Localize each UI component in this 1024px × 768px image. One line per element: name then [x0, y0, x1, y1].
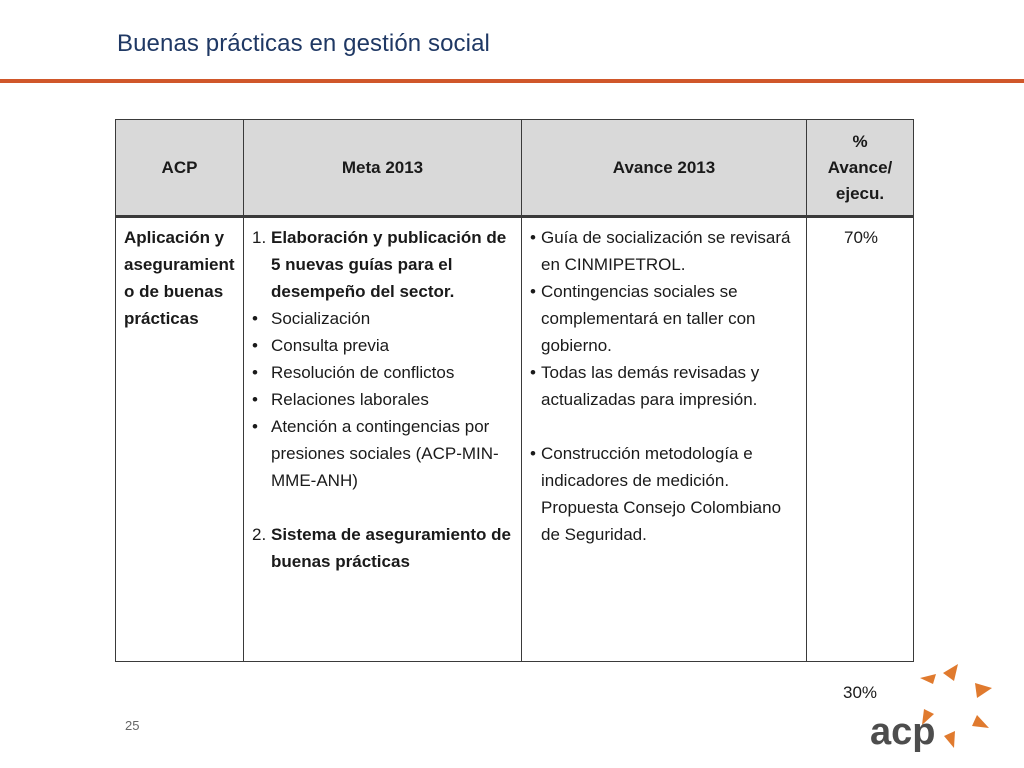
list-item-text: Contingencias sociales se complementará en taller con gobierno. [541, 282, 756, 355]
list-item-text: Atención a contingencias por presiones sociales (ACP-MIN-MME-ANH) [271, 417, 499, 490]
list-item [530, 359, 800, 413]
list-item [252, 332, 515, 359]
table-row [116, 217, 914, 662]
avance-list-2 [530, 440, 800, 548]
header-pct [807, 120, 914, 217]
meta-bullet-list [252, 305, 515, 494]
cell-pct [807, 217, 914, 702]
title-divider [0, 79, 1024, 83]
header-avance: Avance 2013 [522, 120, 807, 217]
list-item [530, 224, 800, 278]
list-item [530, 278, 800, 359]
goal-2 [252, 521, 515, 575]
pct-goal-2: 30% [842, 683, 878, 702]
goal-1-text: Elaboración y publicación de 5 nuevas guías para el desempeño del sector. [271, 228, 507, 301]
bullet-icon: • [252, 309, 258, 328]
header-pct-line-1: % [852, 131, 868, 151]
goal-2-text: Sistema de aseguramiento de buenas prácticas [271, 525, 511, 571]
avance-list-1 [530, 224, 800, 413]
goal-1-number: 1. [252, 228, 267, 247]
header-meta: Meta 2013 [244, 120, 522, 217]
list-item [252, 305, 515, 332]
list-item-text: Todas las demás revisadas y actualizadas para impresión. [541, 363, 760, 409]
table-header-row [116, 120, 914, 217]
header-pct-line-3: ejecu. [835, 183, 885, 203]
bullet-icon: • [530, 282, 536, 301]
bullet-icon: • [530, 363, 536, 382]
header-acp: ACP [116, 120, 244, 217]
bullet-icon: • [252, 363, 258, 382]
bullet-icon: • [252, 390, 258, 409]
acp-logo-mark-icon [866, 660, 996, 752]
list-item-text: Resolución de conflictos [271, 363, 455, 382]
bullet-icon: • [252, 336, 258, 355]
list-item [252, 386, 515, 413]
header-pct-line-2: Avance/ [827, 157, 893, 177]
pct-goal-1: 70% [843, 228, 879, 247]
page-number: 25 [125, 718, 140, 733]
list-item-text: Guía de socialización se revisará en CINMIPETROL. [541, 228, 791, 274]
spacer [530, 413, 800, 440]
cell-acp: Aplicación y aseguramiento de buenas prácticas [116, 217, 244, 662]
goal-1 [252, 224, 515, 305]
list-item-text: Consulta previa [271, 336, 390, 355]
cell-avance [522, 217, 807, 662]
goals-table [115, 119, 914, 702]
list-item-text: Relaciones laborales [271, 390, 429, 409]
acp-logo [866, 660, 996, 752]
list-item-text: Construcción metodología e indicadores de medición. Propuesta Consejo Colombiano de Seguridad. [541, 444, 782, 544]
list-item [252, 359, 515, 386]
goal-2-number: 2. [252, 525, 267, 544]
logo-text: acp [870, 711, 936, 752]
list-item-text: Socialización [271, 309, 371, 328]
bullet-icon: • [530, 228, 536, 247]
spacer [252, 494, 515, 521]
list-item [530, 440, 800, 548]
list-item [252, 413, 515, 494]
slide-title: Buenas prácticas en gestión social [117, 30, 490, 57]
cell-meta [244, 217, 522, 662]
bullet-icon: • [252, 417, 258, 436]
bullet-icon: • [530, 444, 536, 463]
